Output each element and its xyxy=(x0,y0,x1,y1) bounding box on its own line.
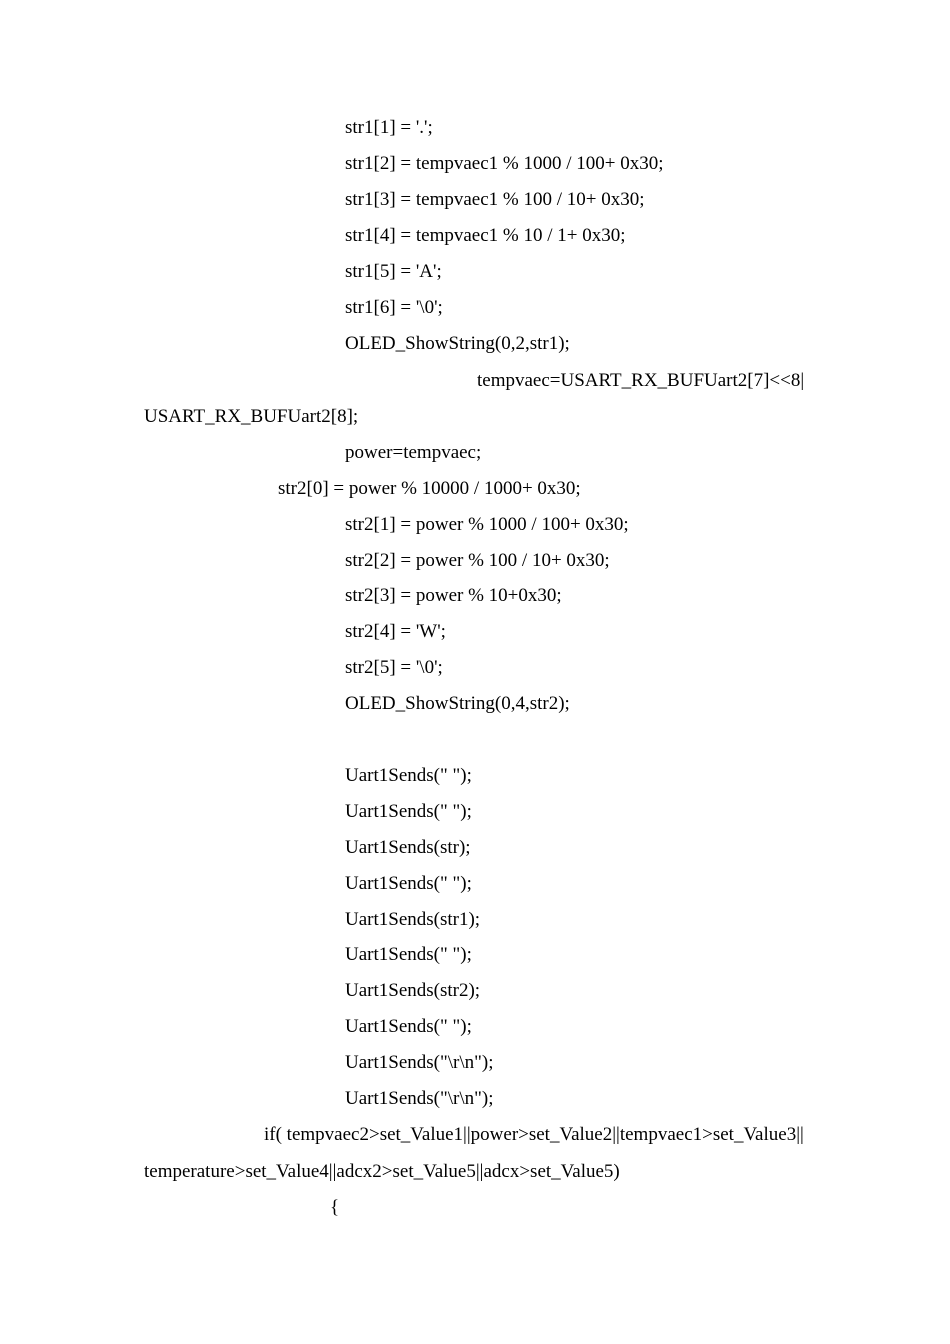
code-line: str2[4] = 'W'; xyxy=(345,621,446,642)
code-line: if( tempvaec2>set_Value1||power>set_Value2||tempvaec1>set_Value3|| xyxy=(264,1124,804,1145)
code-line: Uart1Sends(" "); xyxy=(345,765,472,786)
code-line: Uart1Sends(" "); xyxy=(345,801,472,822)
code-line: str1[4] = tempvaec1 % 10 / 1+ 0x30; xyxy=(345,225,626,246)
code-line: str1[6] = '\0'; xyxy=(345,297,443,318)
code-line: str2[0] = power % 10000 / 1000+ 0x30; xyxy=(278,478,581,499)
code-line: Uart1Sends("\r\n"); xyxy=(345,1052,494,1073)
code-line: str1[2] = tempvaec1 % 1000 / 100+ 0x30; xyxy=(345,153,664,174)
code-line: power=tempvaec; xyxy=(345,442,482,463)
code-line: str1[5] = 'A'; xyxy=(345,261,442,282)
code-line: OLED_ShowString(0,4,str2); xyxy=(345,693,570,714)
code-line: str2[2] = power % 100 / 10+ 0x30; xyxy=(345,550,610,571)
code-line: str2[5] = '\0'; xyxy=(345,657,443,678)
code-line: tempvaec=USART_RX_BUFUart2[7]<<8| xyxy=(477,370,805,391)
code-line: temperature>set_Value4||adcx2>set_Value5||adcx>set_Value5) xyxy=(144,1161,620,1182)
code-line: Uart1Sends(" "); xyxy=(345,1016,472,1037)
code-line: str1[1] = '.'; xyxy=(345,117,433,138)
code-line: { xyxy=(330,1197,340,1218)
code-line: str2[1] = power % 1000 / 100+ 0x30; xyxy=(345,514,629,535)
code-line: Uart1Sends(str); xyxy=(345,837,471,858)
code-line: Uart1Sends(str2); xyxy=(345,980,481,1001)
code-line: Uart1Sends("\r\n"); xyxy=(345,1088,494,1109)
code-line: str1[3] = tempvaec1 % 100 / 10+ 0x30; xyxy=(345,189,645,210)
code-line: OLED_ShowString(0,2,str1); xyxy=(345,333,570,354)
code-line: Uart1Sends(str1); xyxy=(345,909,481,930)
code-line: Uart1Sends(" "); xyxy=(345,944,472,965)
code-line: USART_RX_BUFUart2[8]; xyxy=(144,406,359,427)
code-line: str2[3] = power % 10+0x30; xyxy=(345,585,562,606)
code-line: Uart1Sends(" "); xyxy=(345,873,472,894)
